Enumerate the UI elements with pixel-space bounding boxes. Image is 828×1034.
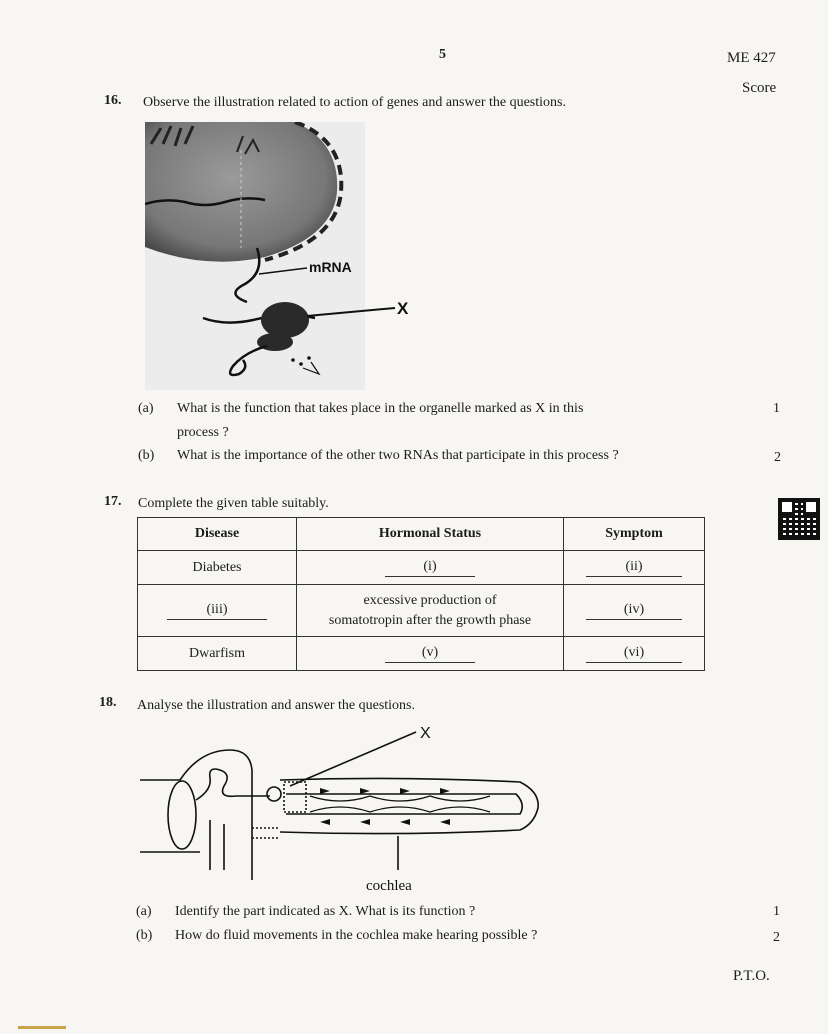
blank-v: (v) [385, 644, 475, 663]
cell-symptom [564, 551, 705, 585]
blank-vi: (vi) [586, 644, 682, 663]
footer-pto: P.T.O. [733, 968, 770, 984]
cell-status [297, 551, 564, 585]
cochlea-label: cochlea [366, 878, 412, 894]
header-symptom: Symptom [564, 518, 705, 551]
table-row [138, 637, 705, 671]
question-16-text: Observe the illustration related to action of genes and answer the questions. [143, 95, 566, 110]
q16b-text: What is the importance of the other two RNAs that participate in this process ? [177, 448, 619, 463]
cell-disease: Dwarfism [138, 637, 297, 671]
question-18-text: Analyse the illustration and answer the questions. [137, 698, 415, 713]
cell-symptom [564, 637, 705, 671]
arrow-left [360, 819, 370, 825]
cell-symptom [564, 585, 705, 637]
round-window [252, 828, 280, 838]
x-label-ribosome: X [397, 299, 409, 318]
tympanic-membrane [168, 781, 196, 849]
blank-iv: (iv) [586, 601, 682, 620]
gene-action-figure [145, 122, 435, 390]
paper-code: ME 427 [727, 50, 776, 66]
cell-disease [138, 585, 297, 637]
status-line2: somatotropin after the growth phase [328, 612, 532, 628]
arrow-left [440, 819, 450, 825]
blank-ii: (ii) [586, 558, 682, 577]
table-row [138, 551, 705, 585]
table-row [138, 585, 705, 637]
arrow-right [320, 788, 330, 794]
q18a-marks: 1 [773, 904, 780, 919]
q18a-label: (a) [136, 904, 152, 919]
q16a-marks: 1 [773, 401, 780, 416]
q18b-label: (b) [136, 928, 153, 943]
fluid-wave-lines [310, 796, 490, 812]
arrow-right [440, 788, 450, 794]
q16b-marks: 2 [774, 450, 781, 465]
hormone-table [137, 517, 705, 671]
x-label-cochlea: X [420, 725, 431, 742]
q18a-text: Identify the part indicated as X. What is its function ? [175, 904, 476, 919]
qr-code-image [778, 498, 820, 540]
status-line1: excessive production of [363, 592, 497, 608]
arrow-left [400, 819, 410, 825]
oval-window [267, 787, 281, 801]
wave-line [310, 807, 490, 812]
blank-i: (i) [385, 558, 475, 577]
x-region [284, 782, 306, 812]
ossicles [196, 769, 236, 800]
question-16-number: 16. [104, 93, 122, 108]
q16a-text-line1: What is the function that takes place in the organelle marked as X in this [177, 401, 584, 416]
amino-acid-dot [299, 362, 303, 366]
score-label: Score [742, 80, 777, 96]
question-18-number: 18. [99, 695, 117, 710]
cell-status [297, 585, 564, 637]
blank-iii: (iii) [167, 601, 267, 620]
q16a-label: (a) [138, 401, 154, 416]
table-header-row [138, 518, 705, 551]
mrna-label: mRNA [309, 259, 352, 275]
cell-disease: Diabetes [138, 551, 297, 585]
page-number: 5 [439, 47, 446, 62]
wave-line [310, 796, 490, 801]
header-hormonal-status: Hormonal Status [297, 518, 564, 551]
amino-acid-dot [291, 358, 295, 362]
amino-acid-dot [307, 356, 311, 360]
cell-status [297, 637, 564, 671]
q18b-text: How do fluid movements in the cochlea make hearing possible ? [175, 928, 538, 943]
header-disease: Disease [138, 518, 297, 551]
q16b-label: (b) [138, 448, 155, 463]
ribosome-large-subunit [261, 302, 309, 338]
question-17-number: 17. [104, 494, 122, 509]
page-edge-mark [18, 1026, 66, 1029]
q16a-text-line2: process ? [177, 425, 229, 440]
arrow-left [320, 819, 330, 825]
q18b-marks: 2 [773, 930, 780, 945]
cochlea-figure [140, 720, 542, 895]
arrow-right [360, 788, 370, 794]
cochlea-outer-wall [280, 778, 538, 833]
arrow-right [400, 788, 410, 794]
question-17-text: Complete the given table suitably. [138, 496, 329, 511]
eustachian-lines [210, 820, 224, 870]
